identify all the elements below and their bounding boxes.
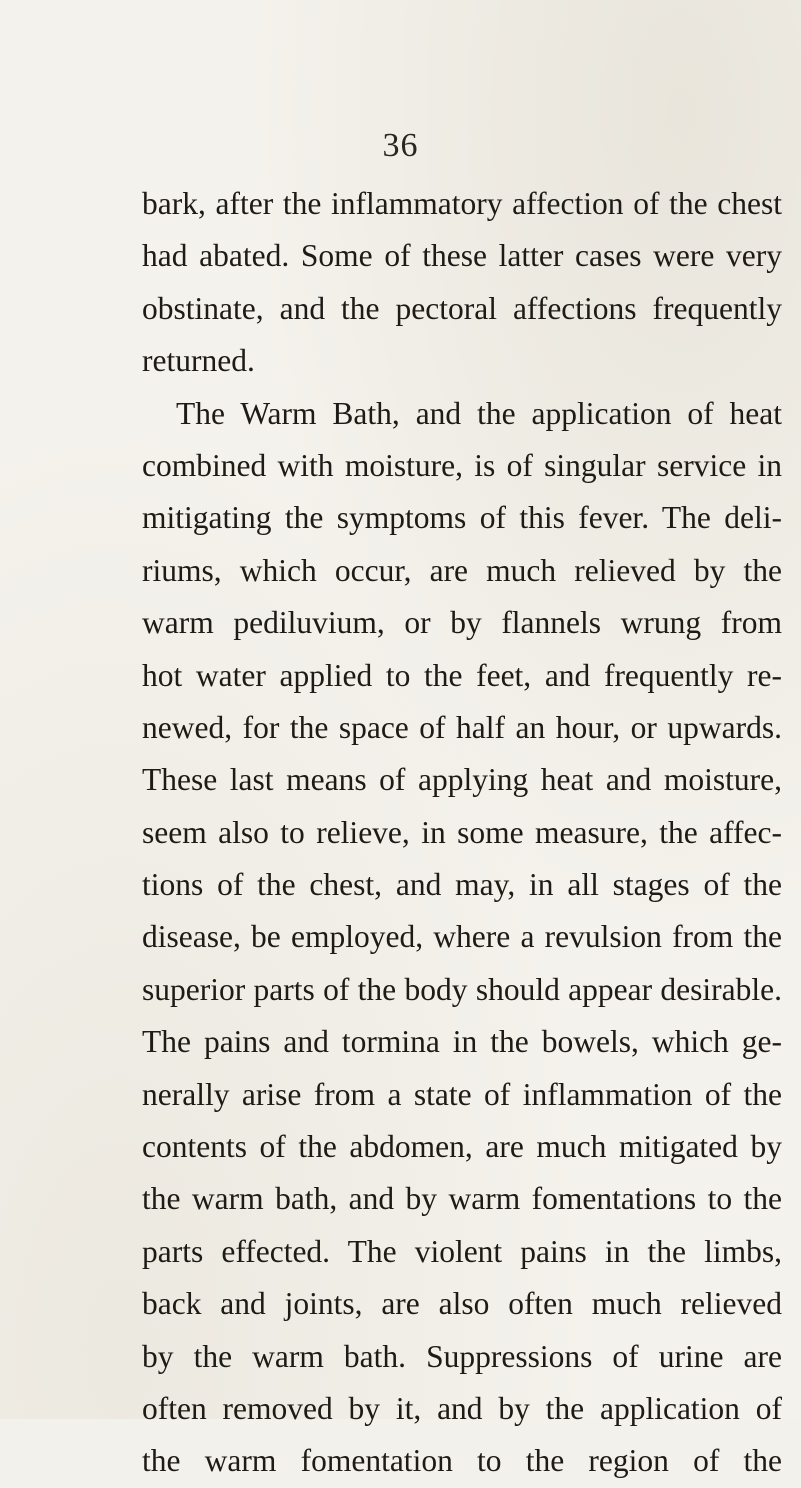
text-line: parts effected. The violent pains in the limbs, <box>142 1233 782 1269</box>
text-line: contents of the abdomen, are much mitigated by <box>142 1129 782 1165</box>
page-number: 36 <box>382 127 419 164</box>
text-line: The pains and tormina in the bowels, which ge- <box>142 1024 782 1060</box>
text-line: riums, which occur, are much relieved by the <box>142 552 782 588</box>
text-line: the warm fomentation to the region of the <box>142 1443 782 1479</box>
text-line: hot water applied to the feet, and frequently re- <box>142 657 782 693</box>
text-line: the warm bath, and by warm fomentations to the <box>142 1181 782 1217</box>
text-line: obstinate, and the pectoral affections frequently <box>142 290 782 326</box>
text-line: warm pediluvium, or by flannels wrung from <box>142 605 782 641</box>
body-text <box>142 178 782 1488</box>
text-line: seem also to relieve, in some measure, the affec- <box>142 814 782 850</box>
text-line: superior parts of the body should appear desirable. <box>142 971 782 1007</box>
text-line: by the warm bath. Suppressions of urine are <box>142 1338 782 1374</box>
text-line: back and joints, are also often much relieved <box>142 1286 782 1322</box>
text-line: nerally arise from a state of inflammation of the <box>142 1076 782 1112</box>
text-line: tions of the chest, and may, in all stages of the <box>142 867 782 903</box>
text-line: bark, after the inflammatory affection of the chest <box>142 186 782 221</box>
text-line: newed, for the space of half an hour, or upwards. <box>142 709 782 745</box>
text-line: These last means of applying heat and moisture, <box>142 762 782 798</box>
text-line: mitigating the symptoms of this fever. The deli- <box>142 500 782 536</box>
text-line: had abated. Some of these latter cases were very <box>142 238 782 274</box>
text-line: disease, be employed, where a revulsion from the <box>142 919 782 955</box>
text-line: combined with moisture, is of singular service in <box>142 447 782 483</box>
text-line: often removed by it, and by the application of <box>142 1390 782 1426</box>
text-line: returned. <box>142 343 255 379</box>
text-line: The Warm Bath, and the application of heat <box>176 395 782 431</box>
